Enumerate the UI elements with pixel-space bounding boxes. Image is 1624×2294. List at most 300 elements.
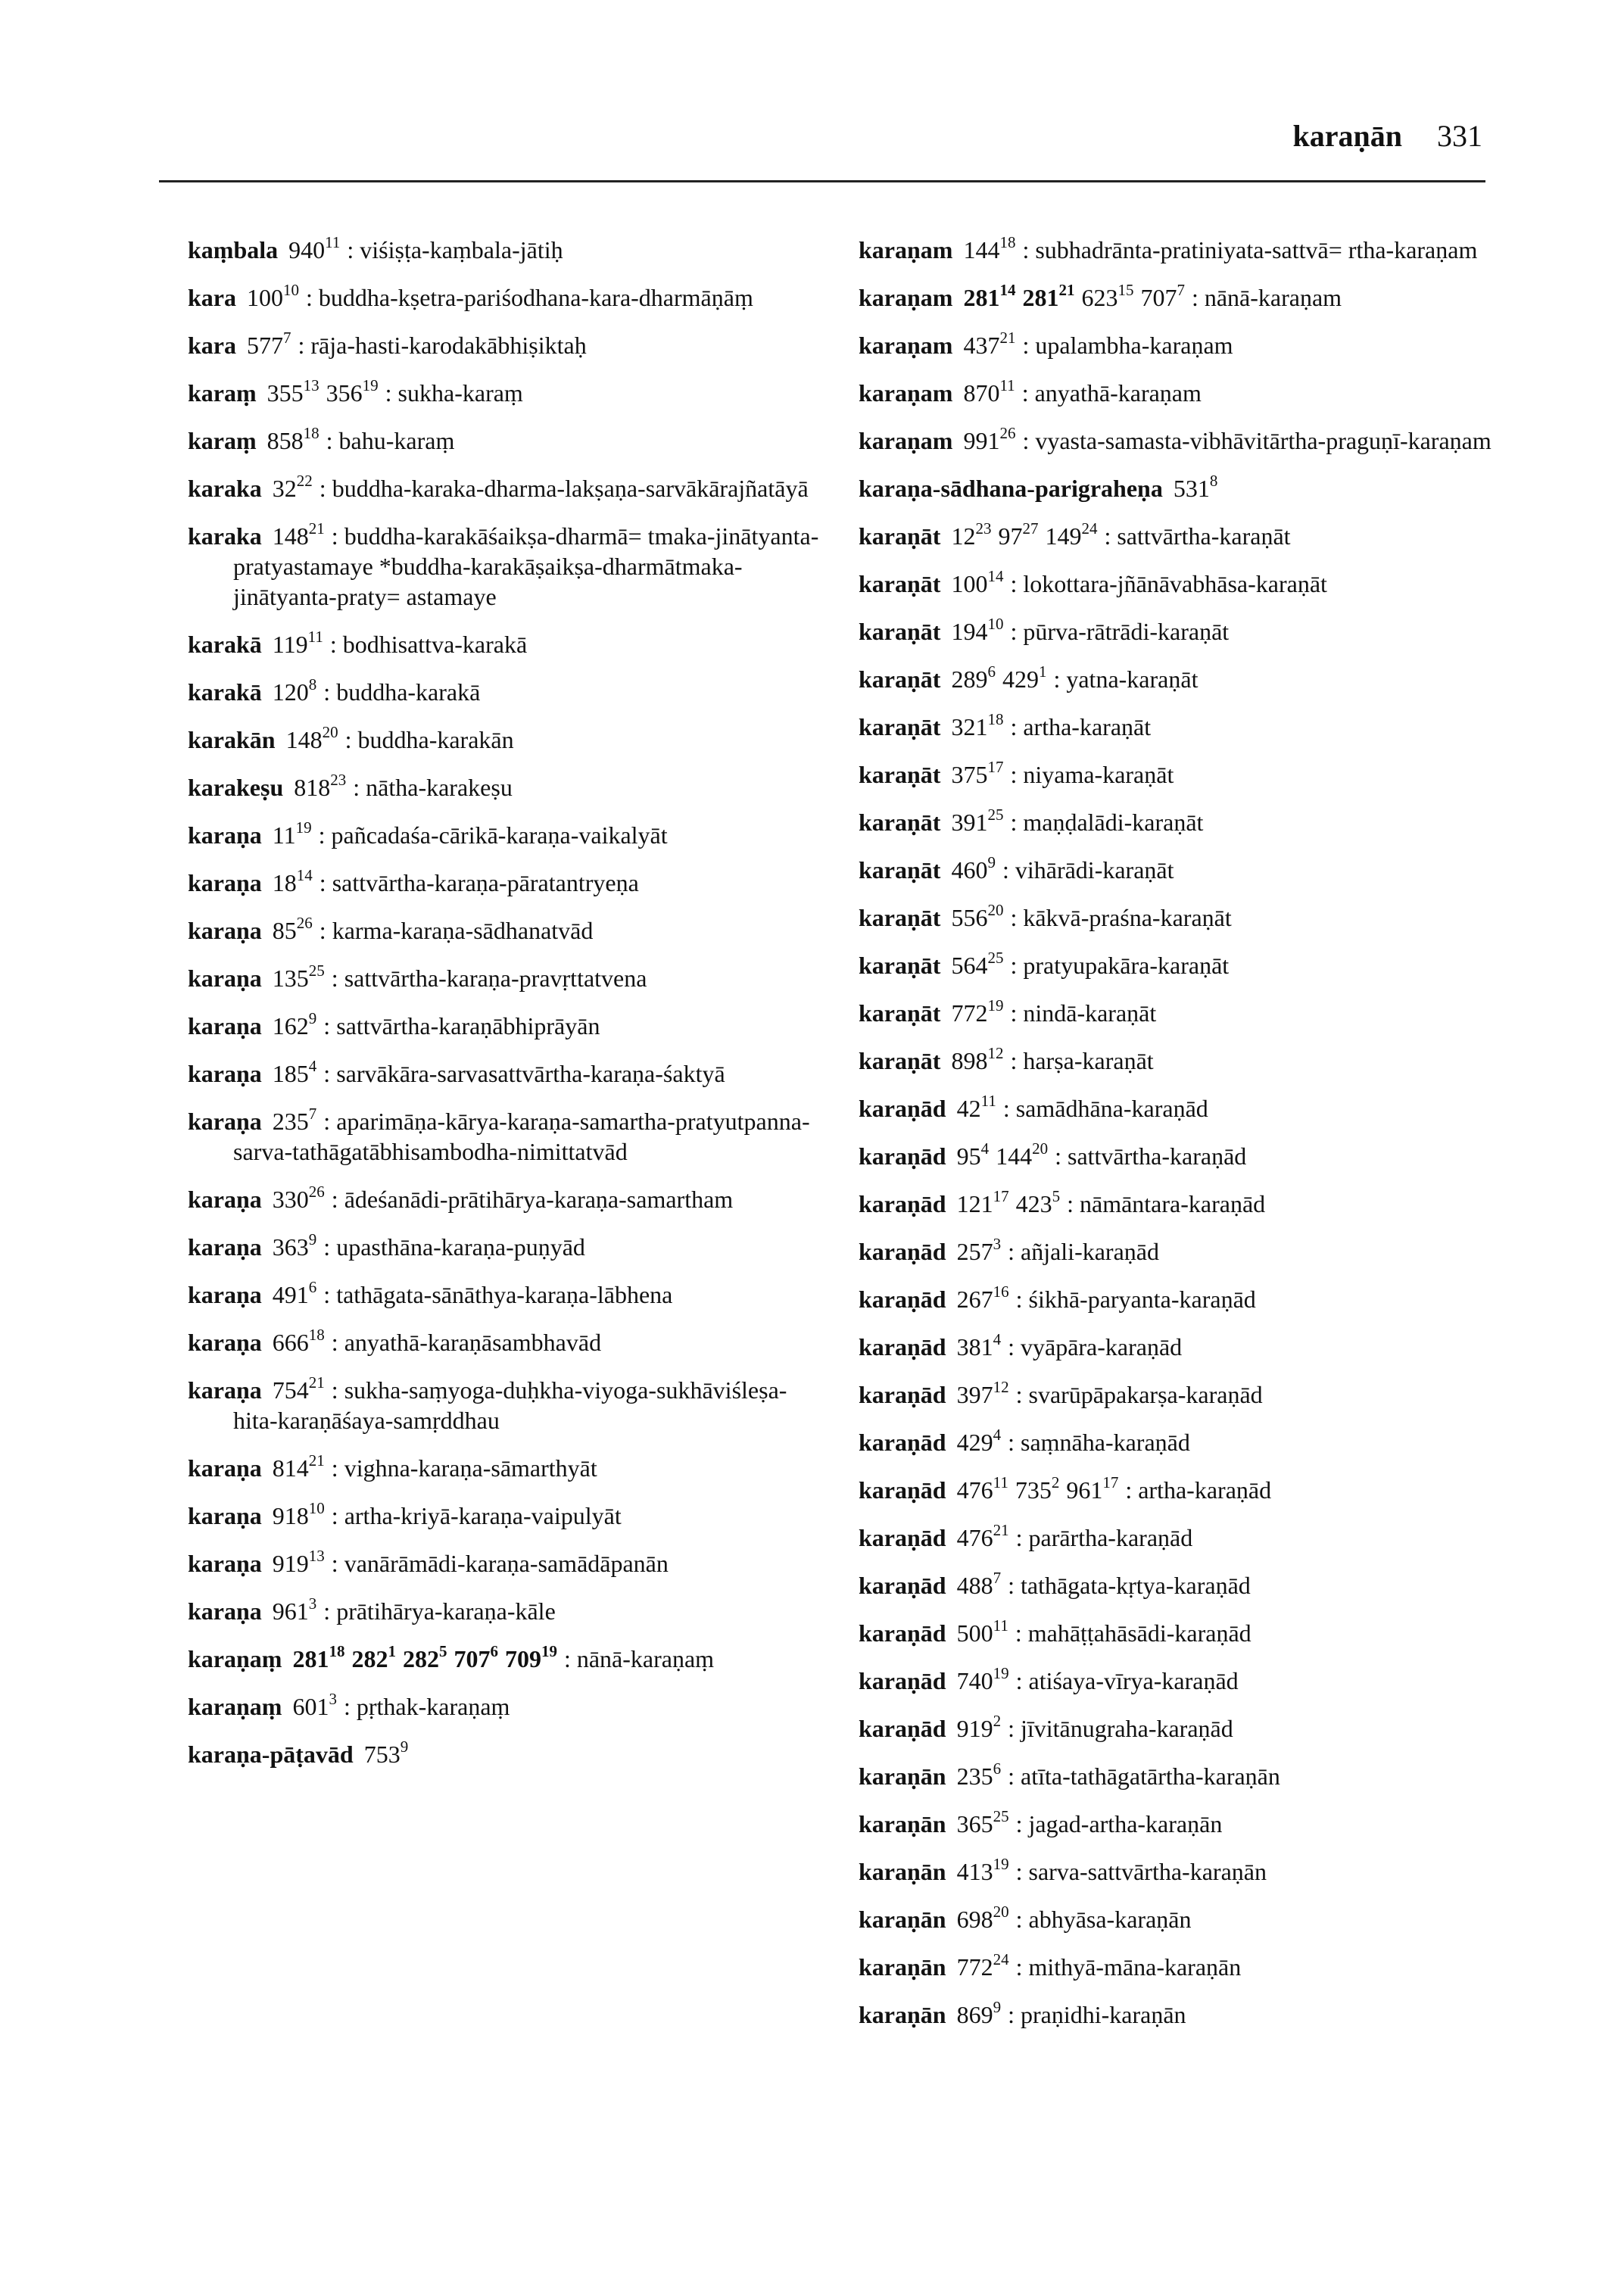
index-entry [188,1011,824,1041]
entry-gloss: : upalambha-karaṇam [1022,332,1233,359]
entry-reference [951,806,1004,836]
entry-headword: karaṇa-sādhana-parigraheṇa [859,475,1163,502]
reference-page: 185 [272,1060,309,1087]
entry-headword: karaṃ [188,379,257,407]
reference-page: 267 [956,1286,993,1313]
index-entry [859,378,1495,408]
index-entry [859,1046,1495,1076]
entry-gloss: : nātha-karakeṣu [353,774,513,801]
index-entry [859,902,1495,933]
index-entry [188,330,824,360]
reference-line: 1 [388,1642,396,1661]
entry-gloss: : anyathā-karaṇam [1022,379,1202,407]
index-entry [859,569,1495,599]
reference-line: 13 [303,376,320,395]
index-entry [859,473,1495,503]
reference-page: 235 [272,1108,309,1135]
entry-headword: karaṇa [188,1233,262,1261]
entry-gloss: : svarūpāpakarṣa-karaṇād [1016,1381,1263,1408]
entry-gloss: : nāmāntara-karaṇād [1067,1190,1265,1217]
entry-gloss: : buddha-karakāśaikṣa-dharmā= tmaka-jinātyanta-pratyastamaye *buddha-karakāṣaikṣa-dharmātmaka-jinātyanta-praty= astamaye [233,522,818,610]
index-entry [859,282,1495,313]
index-entry [859,1189,1495,1219]
entry-headword: karaṇa [188,1186,262,1213]
entry-gloss: : tathāgata-kṛtya-karaṇād [1008,1572,1251,1599]
entry-reference [956,1903,1009,1933]
entry-headword: karaṇāt [859,713,941,740]
entry-reference [1015,1473,1060,1504]
reference-line: 10 [283,281,299,300]
index-entry [188,1279,824,1310]
reference-page: 740 [956,1667,993,1694]
entry-reference [1140,281,1185,311]
entry-reference [363,1738,409,1768]
reference-line: 4 [308,1057,317,1076]
index-entry [859,998,1495,1028]
entry-headword: kaṃbala [188,236,279,263]
entry-headword: karaṇāt [859,1047,941,1074]
index-entry [859,1809,1495,1839]
index-entry [188,1106,824,1167]
reference-line: 11 [999,376,1015,395]
reference-page: 148 [272,522,309,550]
entry-gloss: : sattvārtha-karaṇa-pravṛttatvena [332,965,647,992]
reference-line: 8 [1209,472,1218,491]
index-entry [188,521,824,612]
page-number: 331 [1437,119,1482,153]
entry-headword: karaṇāt [859,904,941,931]
entry-gloss: : parārtha-karaṇād [1016,1524,1193,1551]
entry-reference [267,424,320,454]
reference-page: 194 [951,618,988,645]
index-entry [188,915,824,946]
entry-reference [292,1690,337,1720]
entry-gloss: : buddha-karaka-dharma-lakṣaṇa-sarvākārajñatāyā [320,475,809,502]
entry-reference [951,615,1004,645]
right-column [859,235,1495,2047]
index-entry [188,1232,824,1262]
index-entry [188,725,824,755]
entry-reference [956,1187,1009,1217]
reference-line: 5 [438,1642,447,1661]
reference-line: 23 [330,771,347,790]
index-entry [859,1761,1495,1791]
index-entry [859,1856,1495,1887]
entry-reference [951,758,1004,788]
entry-gloss: : rāja-hasti-karodakābhiṣiktaḥ [298,332,587,359]
reference-line: 12 [987,1044,1004,1063]
reference-page: 814 [272,1454,309,1482]
entry-reference [1015,1187,1061,1217]
entry-headword: karaṇād [859,1429,946,1456]
entry-headword: karakā [188,678,262,706]
entry-reference [956,1759,1002,1790]
reference-line: 13 [308,1547,325,1566]
reference-line: 3 [308,1594,317,1613]
reference-line: 7 [283,329,291,348]
entry-gloss: : niyama-karaṇāt [1010,761,1174,788]
entry-headword: karaṇād [859,1667,946,1694]
entry-gloss: : abhyāsa-karaṇān [1016,1906,1192,1933]
reference-line: 17 [987,758,1004,777]
entry-gloss: : prātihārya-karaṇa-kāle [323,1597,555,1625]
reference-line: 7 [308,1105,317,1124]
entry-reference [454,1642,498,1672]
entry-reference [351,1642,396,1672]
entry-reference [956,1139,990,1170]
entry-headword: karaṇa [188,869,262,896]
entry-gloss: : praṇidhi-karaṇān [1008,2001,1186,2028]
reference-line: 11 [980,1092,996,1111]
entry-reference [956,1807,1009,1837]
entry-headword: kara [188,332,236,359]
entry-gloss: : śikhā-paryanta-karaṇād [1016,1286,1256,1313]
entry-headword: karaṇāt [859,999,941,1027]
entry-reference [272,1594,317,1625]
index-entry [188,1184,824,1214]
entry-gloss: : lokottara-jñānāvabhāsa-karaṇāt [1010,570,1326,597]
reference-page: 564 [951,952,988,979]
reference-page: 437 [963,332,1000,359]
reference-page: 375 [951,761,988,788]
reference-line: 14 [987,567,1004,586]
index-entry [859,759,1495,790]
entry-reference [1081,281,1134,311]
header-rule [159,180,1485,182]
entry-headword: karaṇāt [859,761,941,788]
index-entry [859,664,1495,694]
index-entry [859,521,1495,551]
reference-page: 858 [267,427,304,454]
index-entry [859,1952,1495,1982]
reference-page: 601 [292,1693,329,1720]
entry-reference [956,1855,1009,1885]
entry-headword: karaṇāt [859,618,941,645]
reference-page: 754 [272,1376,309,1404]
entry-reference [951,1044,1004,1074]
entry-headword: karaṇaṃ [188,1693,282,1720]
reference-page: 149 [1045,522,1082,550]
entry-headword: karaṇa [188,1060,262,1087]
entry-reference [272,1326,325,1356]
reference-line: 10 [308,1499,325,1518]
entry-reference [1045,519,1098,550]
index-entry [188,820,824,850]
entry-gloss: : subhadrānta-pratiniyata-sattvā= rtha-karaṇam [1022,236,1477,263]
reference-line: 21 [1058,281,1075,300]
reference-line: 27 [1022,519,1039,538]
reference-line: 4 [980,1139,990,1158]
entry-reference [272,1373,325,1404]
index-entry [859,1618,1495,1648]
entry-gloss: : bodhisattva-karakā [330,631,527,658]
entry-headword: karaṇān [859,1810,946,1837]
reference-page: 18 [272,869,297,896]
entry-reference [272,1105,317,1135]
entry-gloss: : vyāpāra-karaṇād [1008,1333,1182,1361]
reference-page: 476 [956,1476,993,1504]
reference-page: 556 [951,904,988,931]
entry-gloss: : yatna-karaṇāt [1053,665,1198,693]
reference-page: 42 [956,1095,981,1122]
entry-reference [956,1712,1002,1742]
entry-reference [963,233,1016,263]
reference-line: 9 [308,1009,317,1028]
reference-line: 14 [999,281,1016,300]
index-entry [859,1332,1495,1362]
entry-reference [1002,662,1047,693]
reference-page: 707 [454,1645,491,1672]
entry-headword: karakā [188,631,262,658]
entry-reference [963,424,1016,454]
reference-page: 282 [402,1645,439,1672]
entry-gloss: : jagad-artha-karaṇān [1016,1810,1223,1837]
reference-page: 135 [272,965,309,992]
reference-page: 144 [963,236,1000,263]
entry-reference [951,567,1004,597]
entry-headword: karaṇād [859,1619,946,1647]
entry-reference [956,1283,1009,1313]
entry-reference [956,1998,1002,2028]
entry-headword: karaṇād [859,1286,946,1313]
reference-page: 735 [1015,1476,1052,1504]
reference-line: 20 [322,723,338,742]
entry-gloss: : vihārādi-karaṇāt [1002,856,1174,884]
entry-reference [272,675,317,706]
entry-reference [294,771,347,801]
entry-gloss: : bahu-karaṃ [326,427,455,454]
reference-line: 19 [295,818,312,837]
index-entry [859,855,1495,885]
entry-reference [285,723,338,753]
entry-reference [956,1235,1002,1265]
reference-line: 14 [296,866,313,885]
reference-page: 460 [951,856,988,884]
reference-line: 19 [541,1642,557,1661]
entry-reference [267,376,320,407]
entry-reference [956,1378,1009,1408]
reference-line: 11 [993,1616,1008,1635]
reference-page: 100 [247,284,283,311]
entry-gloss: : vighna-karaṇa-sāmarthyāt [332,1454,597,1482]
reference-page: 289 [951,665,988,693]
entry-gloss: : sattvārtha-karaṇa-pāratantryeṇa [320,869,639,896]
reference-line: 12 [993,1378,1009,1397]
index-entry [859,1093,1495,1124]
index-entry [188,1327,824,1357]
entry-headword: karaṇāt [859,809,941,836]
entry-headword: karaṇād [859,1381,946,1408]
reference-page: 95 [956,1142,981,1170]
reference-line: 24 [1081,519,1098,538]
entry-reference [272,1057,317,1087]
entry-reference [956,1521,1009,1551]
reference-line: 25 [308,962,325,980]
reference-line: 15 [1117,281,1134,300]
reference-line: 19 [993,1855,1009,1874]
entry-gloss: : sukha-saṃyoga-duḥkha-viyoga-sukhāviśleṣa-hita-karaṇāśaya-samṛddhau [233,1376,787,1434]
entry-gloss: : mithyā-māna-karaṇān [1016,1953,1242,1981]
reference-page: 281 [292,1645,329,1672]
reference-page: 488 [956,1572,993,1599]
entry-reference [963,329,1016,359]
reference-page: 282 [351,1645,388,1672]
entry-reference [292,1642,345,1672]
reference-page: 257 [956,1238,993,1265]
entry-reference [951,901,1004,931]
reference-page: 281 [963,284,1000,311]
reference-page: 869 [956,2001,993,2028]
entry-gloss: : atīta-tathāgatārtha-karaṇān [1008,1763,1280,1790]
reference-line: 17 [993,1187,1009,1206]
entry-headword: karaṇam [859,427,953,454]
entry-headword: karaṇād [859,1095,946,1122]
reference-page: 120 [272,678,309,706]
index-entry [188,1691,824,1722]
index-entry [859,1523,1495,1553]
reference-line: 25 [993,1807,1009,1826]
reference-page: 356 [326,379,363,407]
entry-reference [272,818,312,849]
index-entry [188,235,824,265]
reference-page: 709 [504,1645,541,1672]
reference-page: 940 [288,236,326,263]
entry-headword: karaṇān [859,2001,946,2028]
entry-headword: karaṇa [188,917,262,944]
entry-headword: karaṇād [859,1333,946,1361]
reference-line: 6 [987,662,996,681]
reference-page: 381 [956,1333,993,1361]
reference-line: 24 [993,1950,1009,1969]
reference-line: 25 [987,949,1004,968]
reference-page: 898 [951,1047,988,1074]
entry-gloss: : nānā-karaṇam [1192,284,1342,311]
entry-reference [288,233,341,263]
index-entry [188,963,824,993]
entry-headword: karaṇam [859,284,953,311]
reference-page: 919 [956,1715,993,1742]
index-entry [188,1501,824,1531]
entry-reference [951,662,996,693]
entry-reference [1066,1473,1119,1504]
reference-page: 281 [1022,284,1059,311]
entry-headword: karaka [188,522,262,550]
reference-line: 5 [1052,1187,1061,1206]
entry-reference [998,519,1039,550]
entry-gloss: : samādhāna-karaṇād [1003,1095,1208,1122]
index-entry [188,1548,824,1579]
entry-gloss: : pṛthak-karaṇaṃ [344,1693,510,1720]
entry-reference [247,329,291,359]
index-entry [859,1141,1495,1171]
left-column [188,235,824,1787]
reference-line: 4 [993,1426,1002,1445]
reference-line: 20 [1032,1139,1049,1158]
entry-reference [951,949,1004,979]
entry-reference [272,472,313,502]
index-entry [859,1999,1495,2030]
reference-line: 26 [999,424,1016,443]
reference-page: 772 [956,1953,993,1981]
entry-reference [272,1183,325,1213]
entry-reference [1173,472,1218,502]
reference-page: 919 [272,1550,309,1577]
reference-page: 235 [956,1763,993,1790]
entry-gloss: : pañcadaśa-cārikā-karaṇa-vaikalyāt [319,821,668,849]
entry-reference [956,1664,1009,1694]
reference-line: 26 [308,1183,325,1202]
entry-gloss: : nānā-karaṇaṃ [564,1645,714,1672]
reference-line: 9 [400,1738,409,1756]
index-entry [859,235,1495,265]
entry-gloss: : aparimāṇa-kārya-karaṇa-samartha-pratyutpanna-sarva-tathāgatābhisambodha-nimittatvād [233,1108,810,1165]
entry-headword: karaṇād [859,1572,946,1599]
index-entry [859,1284,1495,1314]
entry-reference [956,1473,1008,1504]
index-entry [859,1570,1495,1601]
reference-line: 26 [296,914,313,933]
entry-headword: karaṇāt [859,570,941,597]
entry-reference [956,1950,1009,1981]
index-entry [859,1666,1495,1696]
reference-line: 21 [999,329,1016,348]
entry-reference [956,1616,1008,1647]
entry-gloss: : buddha-karakān [345,726,514,753]
reference-page: 870 [963,379,1000,407]
entry-gloss: : sarvākāra-sarvasattvārtha-karaṇa-śaktyā [323,1060,725,1087]
entry-reference [247,281,299,311]
index-entry [859,1236,1495,1267]
reference-page: 363 [272,1233,309,1261]
entry-headword: karaṇād [859,1715,946,1742]
reference-page: 961 [1066,1476,1103,1504]
reference-page: 476 [956,1524,993,1551]
entry-reference [1022,281,1075,311]
reference-line: 6 [490,1642,498,1661]
entry-headword: kara [188,284,236,311]
entry-gloss: : jīvitānugraha-karaṇād [1008,1715,1233,1742]
entry-headword: karaṇa [188,1454,262,1482]
entry-headword: karakān [188,726,276,753]
entry-gloss: : harṣa-karaṇāt [1010,1047,1153,1074]
index-entry [188,677,824,707]
entry-reference [956,1330,1002,1361]
entry-reference [272,628,323,658]
entry-gloss: : sattvārtha-karaṇāt [1104,522,1290,550]
reference-page: 623 [1081,284,1118,311]
entry-headword: karaṃ [188,427,257,454]
reference-line: 7 [1177,281,1185,300]
entry-gloss: : nindā-karaṇāt [1010,999,1156,1027]
reference-line: 23 [975,519,992,538]
reference-line: 4 [993,1330,1002,1349]
index-entry [859,950,1495,980]
reference-line: 19 [987,996,1004,1015]
entry-gloss: : tathāgata-sānāthya-karaṇa-lābhena [323,1281,672,1308]
entry-reference [402,1642,447,1672]
reference-page: 391 [951,809,988,836]
reference-line: 20 [993,1903,1009,1922]
reference-page: 531 [1173,475,1210,502]
entry-gloss: : saṃnāha-karaṇād [1008,1429,1190,1456]
entry-gloss: : artha-kriyā-karaṇa-vaipulyāt [332,1502,622,1529]
entry-reference [272,1547,325,1577]
reference-page: 32 [272,475,297,502]
entry-reference [963,376,1015,407]
entry-reference [272,1230,317,1261]
entry-gloss: : añjali-karaṇād [1008,1238,1159,1265]
entry-headword: karaṇa [188,1108,262,1135]
